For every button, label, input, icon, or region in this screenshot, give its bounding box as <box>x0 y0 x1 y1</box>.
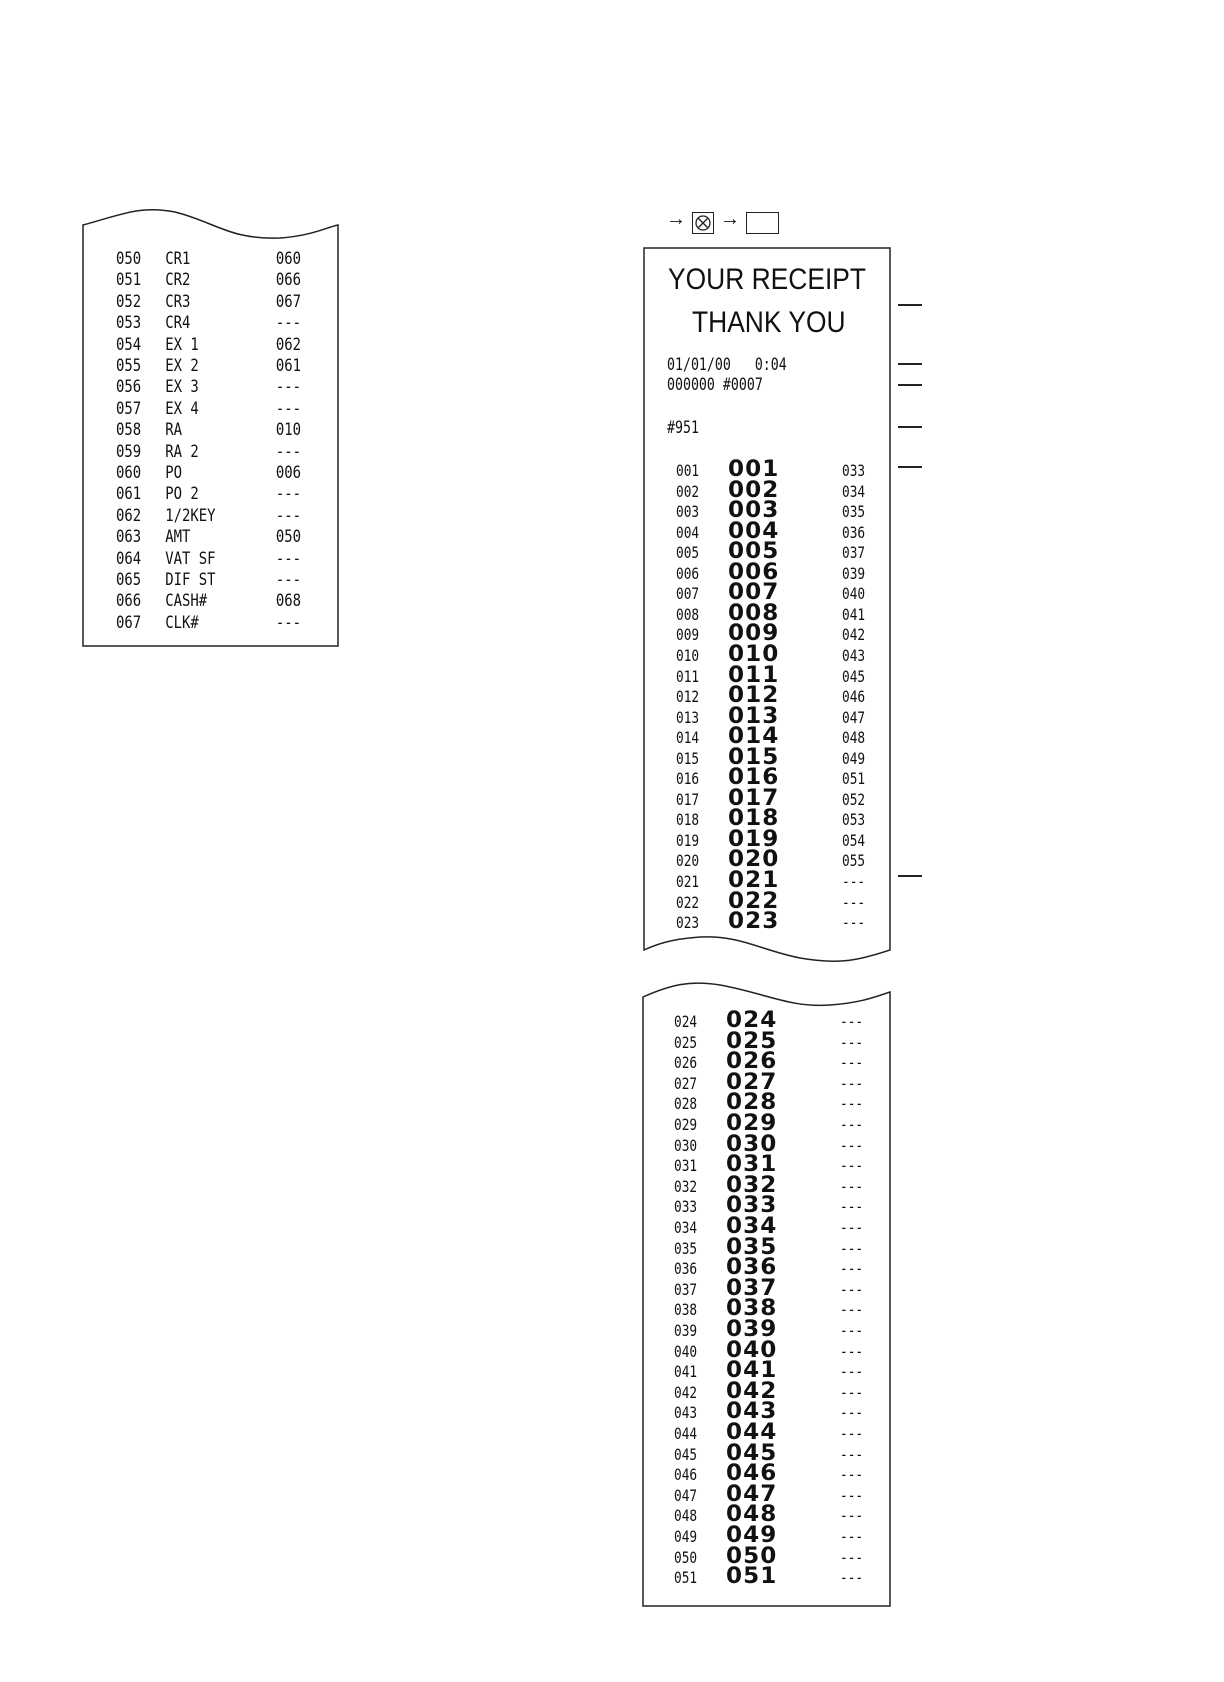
row-col-c: --- <box>840 1012 864 1031</box>
receipt-row <box>674 1481 894 1507</box>
row-col-b: 049 <box>726 1523 778 1548</box>
row-col-c: --- <box>840 1465 864 1485</box>
row-value: 006 <box>275 463 302 483</box>
row-name: CR3 <box>165 291 191 312</box>
row-col-c: --- <box>840 1094 864 1114</box>
row-col-a: 042 <box>674 1382 698 1402</box>
row-col-b: 003 <box>728 498 780 524</box>
row-col-c: 043 <box>842 645 866 665</box>
receipt-row <box>676 559 896 585</box>
row-col-a: 030 <box>674 1135 698 1155</box>
row-col-b: 031 <box>726 1152 778 1178</box>
row-col-b: 018 <box>728 806 780 832</box>
row-col-a: 009 <box>676 625 700 645</box>
row-col-a: 037 <box>674 1279 698 1299</box>
row-col-c: --- <box>840 1053 864 1073</box>
receipt-row <box>676 477 896 503</box>
row-col-c: --- <box>840 1279 864 1299</box>
row-col-a: 002 <box>676 481 700 501</box>
row-col-b: 004 <box>728 518 780 544</box>
receipt-row <box>116 527 329 548</box>
row-col-c: --- <box>840 1197 864 1217</box>
row-col-c: 035 <box>842 502 866 522</box>
row-col-c: --- <box>842 892 866 912</box>
row-col-c: --- <box>840 1300 864 1320</box>
row-col-a: 021 <box>676 872 700 891</box>
row-col-c: --- <box>840 1321 864 1340</box>
receipt-row <box>674 1440 894 1466</box>
row-col-c: --- <box>840 1238 864 1258</box>
row-col-b: 039 <box>726 1317 778 1342</box>
row-col-b: 033 <box>726 1193 778 1219</box>
row-col-c: --- <box>840 1527 864 1546</box>
leader-line <box>898 304 922 306</box>
row-code: 054 <box>116 334 142 355</box>
row-col-c: 051 <box>842 769 866 789</box>
row-col-b: 048 <box>726 1502 778 1528</box>
row-col-a: 047 <box>674 1485 698 1505</box>
receipt-row <box>674 1152 894 1178</box>
row-col-a: 006 <box>676 563 700 583</box>
row-col-b: 032 <box>726 1172 778 1198</box>
receipt-row <box>674 1337 894 1363</box>
row-col-c: 041 <box>842 604 866 624</box>
row-name: RA <box>165 420 182 441</box>
row-col-b: 020 <box>728 847 780 873</box>
receipt-row <box>676 785 896 811</box>
row-value: 062 <box>275 334 302 355</box>
receipt-row <box>674 1172 894 1198</box>
row-col-c: 046 <box>842 687 866 707</box>
receipt-row <box>116 377 329 398</box>
right-receipt-part1 <box>676 459 886 934</box>
row-col-c: --- <box>840 1382 864 1402</box>
receipt-row <box>676 888 896 914</box>
row-col-c: --- <box>840 1506 864 1526</box>
row-col-c: --- <box>840 1547 864 1567</box>
row-col-a: 041 <box>674 1362 698 1382</box>
row-col-c: --- <box>840 1259 864 1279</box>
row-value: 066 <box>275 270 302 291</box>
row-col-a: 001 <box>676 461 700 480</box>
row-col-b: 029 <box>726 1111 778 1136</box>
receipt-row <box>674 1525 894 1546</box>
row-col-c: --- <box>840 1073 864 1093</box>
row-col-a: 046 <box>674 1465 698 1485</box>
row-col-c: 033 <box>842 461 866 480</box>
row-col-b: 005 <box>728 539 780 565</box>
receipt-row <box>674 1131 894 1157</box>
row-col-a: 020 <box>676 851 700 871</box>
row-name: CLK# <box>165 612 199 633</box>
right-receipt-part2 <box>674 1010 884 1600</box>
row-col-a: 038 <box>674 1300 698 1320</box>
receipt-row <box>676 498 896 524</box>
row-col-c: 047 <box>842 707 866 727</box>
row-col-a: 044 <box>674 1424 698 1443</box>
row-col-a: 007 <box>676 584 700 604</box>
row-col-b: 034 <box>726 1214 778 1239</box>
receipt-row <box>674 1255 894 1281</box>
row-value: --- <box>275 313 302 334</box>
receipt-row <box>116 591 329 612</box>
row-name: 1/2KEY <box>165 505 216 526</box>
row-col-c: --- <box>840 1032 864 1052</box>
receipt-datetime: 01/01/00 0:04 <box>667 355 787 375</box>
row-code: 055 <box>116 356 142 376</box>
receipt-row <box>676 539 896 565</box>
row-col-a: 016 <box>676 769 700 789</box>
row-col-b: 022 <box>728 888 780 914</box>
row-col-c: --- <box>840 1176 864 1196</box>
receipt-machine-number: #951 <box>667 418 699 438</box>
row-col-a: 022 <box>676 892 700 912</box>
row-col-c: 049 <box>842 748 866 768</box>
row-col-c: 042 <box>842 625 866 645</box>
row-col-a: 040 <box>674 1341 698 1361</box>
row-col-b: 010 <box>728 641 780 667</box>
row-col-c: 048 <box>842 728 866 748</box>
leader-line <box>898 363 922 365</box>
row-col-a: 051 <box>674 1568 698 1588</box>
row-code: 065 <box>116 570 142 590</box>
row-col-b: 028 <box>726 1090 778 1116</box>
receipt-row <box>116 463 329 484</box>
row-col-a: 050 <box>674 1547 698 1567</box>
row-col-c: --- <box>840 1485 864 1505</box>
row-value: --- <box>275 441 302 462</box>
receipt-row <box>676 459 896 480</box>
row-col-c: 037 <box>842 543 866 563</box>
row-col-a: 032 <box>674 1176 698 1196</box>
row-code: 051 <box>116 270 142 291</box>
row-col-c: 040 <box>842 584 866 604</box>
row-col-b: 042 <box>726 1378 778 1404</box>
row-col-b: 012 <box>728 683 780 709</box>
row-col-a: 014 <box>676 728 700 748</box>
leader-line <box>898 384 922 386</box>
row-col-c: --- <box>840 1568 864 1588</box>
receipt-consecutive-number: 000000 #0007 <box>667 375 763 395</box>
receipt-row <box>676 806 896 832</box>
row-col-a: 049 <box>674 1527 698 1546</box>
row-col-a: 045 <box>674 1444 698 1464</box>
row-col-b: 050 <box>726 1543 778 1569</box>
row-code: 060 <box>116 463 142 483</box>
receipt-row <box>676 600 896 626</box>
row-col-b: 040 <box>726 1337 778 1363</box>
row-code: 064 <box>116 548 142 569</box>
receipt-row <box>676 870 896 891</box>
row-col-a: 003 <box>676 502 700 522</box>
circled-x-key-icon <box>692 212 714 234</box>
row-col-b: 027 <box>726 1069 778 1095</box>
receipt-row <box>674 1028 894 1054</box>
row-col-c: --- <box>842 913 866 933</box>
row-col-a: 023 <box>676 913 700 933</box>
receipt-row <box>116 335 329 356</box>
row-col-c: --- <box>840 1362 864 1382</box>
receipt-row <box>676 826 896 852</box>
row-col-c: --- <box>840 1218 864 1237</box>
row-value: 060 <box>275 249 302 269</box>
row-col-c: --- <box>840 1341 864 1361</box>
row-col-c: 034 <box>842 481 866 501</box>
receipt-row <box>676 580 896 606</box>
row-col-a: 012 <box>676 687 700 707</box>
row-col-b: 035 <box>726 1234 778 1260</box>
receipt-row <box>676 621 896 647</box>
receipt-row <box>116 313 329 334</box>
row-value: --- <box>275 570 302 590</box>
row-value: 061 <box>275 356 302 376</box>
row-col-a: 033 <box>674 1197 698 1217</box>
row-col-b: 030 <box>726 1131 778 1157</box>
receipt-row <box>676 683 896 709</box>
row-col-a: 039 <box>674 1321 698 1340</box>
row-col-b: 008 <box>728 600 780 626</box>
row-col-b: 021 <box>728 868 780 893</box>
row-col-a: 017 <box>676 789 700 809</box>
leader-line <box>898 426 922 428</box>
receipt-row <box>676 724 896 750</box>
row-code: 058 <box>116 420 142 441</box>
receipt-row <box>674 1275 894 1301</box>
row-value: 010 <box>275 420 302 441</box>
row-name: EX 3 <box>165 377 199 398</box>
receipt-row <box>674 1461 894 1487</box>
row-col-a: 010 <box>676 645 700 665</box>
row-col-b: 009 <box>728 621 780 647</box>
row-col-b: 026 <box>726 1049 778 1075</box>
row-col-b: 043 <box>726 1399 778 1425</box>
row-col-b: 013 <box>728 703 780 729</box>
row-col-c: 039 <box>842 563 866 583</box>
row-col-a: 048 <box>674 1506 698 1526</box>
row-col-b: 011 <box>728 662 780 688</box>
receipt-row <box>674 1378 894 1404</box>
row-col-a: 004 <box>676 522 700 542</box>
row-name: CR2 <box>165 270 191 291</box>
row-code: 062 <box>116 505 142 526</box>
row-col-b: 044 <box>726 1420 778 1445</box>
row-col-b: 016 <box>728 765 780 791</box>
row-code: 050 <box>116 249 142 269</box>
row-name: CASH# <box>165 591 208 612</box>
row-col-a: 026 <box>674 1053 698 1073</box>
arrow-icon: → <box>720 208 740 230</box>
row-col-b: 015 <box>728 744 780 770</box>
receipt-row <box>676 744 896 770</box>
receipt-row <box>116 613 329 634</box>
receipt-row <box>674 1399 894 1425</box>
receipt-row <box>116 442 329 463</box>
row-col-b: 006 <box>728 559 780 585</box>
row-name: EX 2 <box>165 356 199 376</box>
row-col-a: 025 <box>674 1032 698 1052</box>
row-col-a: 034 <box>674 1218 698 1237</box>
receipt-row <box>116 356 329 377</box>
receipt-row <box>116 506 329 527</box>
row-code: 057 <box>116 398 142 419</box>
row-code: 067 <box>116 612 142 633</box>
row-col-c: 036 <box>842 522 866 542</box>
receipt-row <box>676 662 896 688</box>
row-name: EX 4 <box>165 398 199 419</box>
arrow-icon: → <box>666 208 686 230</box>
row-col-b: 025 <box>726 1028 778 1054</box>
row-name: DIF ST <box>165 570 216 590</box>
row-col-a: 031 <box>674 1156 698 1176</box>
receipt-row <box>674 1069 894 1095</box>
receipt-row <box>674 1234 894 1260</box>
row-value: --- <box>275 505 302 526</box>
row-name: CR4 <box>165 313 191 334</box>
row-name: VAT SF <box>165 548 216 569</box>
receipt-row <box>676 703 896 729</box>
receipt-row <box>116 420 329 441</box>
row-name: RA 2 <box>165 441 199 462</box>
row-code: 066 <box>116 591 142 612</box>
row-value: --- <box>275 612 302 633</box>
row-col-b: 038 <box>726 1296 778 1322</box>
row-col-b: 051 <box>726 1564 778 1590</box>
row-code: 063 <box>116 527 142 548</box>
row-col-c: --- <box>840 1444 864 1464</box>
row-col-b: 007 <box>728 580 780 606</box>
receipt-row <box>676 765 896 791</box>
left-receipt <box>116 249 326 639</box>
row-col-a: 005 <box>676 543 700 563</box>
receipt-row <box>674 1216 894 1237</box>
receipt-row <box>116 270 329 291</box>
row-col-b: 046 <box>726 1461 778 1487</box>
row-code: 059 <box>116 441 142 462</box>
receipt-row <box>674 1422 894 1443</box>
receipt-row <box>674 1193 894 1219</box>
row-col-a: 011 <box>676 666 700 686</box>
receipt-row <box>674 1564 894 1590</box>
row-name: AMT <box>165 527 191 548</box>
row-col-c: 052 <box>842 789 866 809</box>
row-value: 067 <box>275 291 302 312</box>
receipt-row <box>676 909 896 935</box>
row-col-b: 037 <box>726 1275 778 1301</box>
blank-key-icon <box>746 212 779 234</box>
row-col-c: --- <box>840 1135 864 1155</box>
row-col-a: 019 <box>676 830 700 850</box>
row-col-c: --- <box>840 1115 864 1134</box>
row-col-b: 017 <box>728 785 780 811</box>
receipt-row <box>674 1090 894 1116</box>
receipt-row <box>674 1543 894 1569</box>
row-col-a: 018 <box>676 810 700 830</box>
row-col-a: 024 <box>674 1012 698 1031</box>
row-col-c: --- <box>842 872 866 891</box>
row-code: 053 <box>116 313 142 334</box>
receipt-header-line1: YOUR RECEIPT <box>668 263 867 296</box>
row-col-b: 024 <box>726 1008 778 1033</box>
receipt-row <box>674 1113 894 1134</box>
row-code: 052 <box>116 291 142 312</box>
row-col-c: 054 <box>842 830 866 850</box>
leader-line <box>898 466 922 468</box>
receipt-row <box>676 641 896 667</box>
receipt-row <box>116 549 329 570</box>
row-col-b: 041 <box>726 1358 778 1384</box>
row-name: CR1 <box>165 249 191 269</box>
row-col-a: 036 <box>674 1259 698 1279</box>
receipt-row <box>116 249 329 270</box>
row-col-a: 028 <box>674 1094 698 1114</box>
row-col-c: --- <box>840 1403 864 1423</box>
receipt-row <box>676 518 896 544</box>
row-code: 056 <box>116 377 142 398</box>
row-value: 050 <box>275 527 302 548</box>
receipt-row <box>674 1358 894 1384</box>
row-value: 068 <box>275 591 302 612</box>
row-value: --- <box>275 548 302 569</box>
row-name: PO 2 <box>165 484 199 505</box>
row-col-b: 002 <box>728 477 780 503</box>
row-value: --- <box>275 484 302 505</box>
row-col-b: 001 <box>728 457 780 482</box>
row-col-b: 019 <box>728 826 780 852</box>
row-name: EX 1 <box>165 334 199 355</box>
row-col-a: 027 <box>674 1073 698 1093</box>
row-col-c: --- <box>840 1156 864 1176</box>
receipt-row <box>674 1502 894 1528</box>
row-col-b: 014 <box>728 724 780 750</box>
leader-line <box>898 875 922 877</box>
row-col-b: 023 <box>728 909 780 935</box>
receipt-row <box>674 1319 894 1340</box>
row-col-b: 045 <box>726 1440 778 1466</box>
row-value: --- <box>275 377 302 398</box>
row-col-a: 035 <box>674 1238 698 1258</box>
row-col-b: 036 <box>726 1255 778 1281</box>
receipt-row <box>116 484 329 505</box>
receipt-row <box>116 399 329 420</box>
row-col-a: 013 <box>676 707 700 727</box>
receipt-row <box>674 1010 894 1031</box>
row-col-a: 043 <box>674 1403 698 1423</box>
receipt-row <box>674 1296 894 1322</box>
row-col-c: 045 <box>842 666 866 686</box>
receipt-row <box>674 1049 894 1075</box>
row-col-c: 053 <box>842 810 866 830</box>
receipt-row <box>116 292 329 313</box>
receipt-header-line2: THANK YOU <box>692 306 846 339</box>
row-col-a: 008 <box>676 604 700 624</box>
row-code: 061 <box>116 484 142 505</box>
row-name: PO <box>165 463 182 483</box>
receipt-row <box>676 847 896 873</box>
receipt-row <box>116 570 329 591</box>
row-col-c: --- <box>840 1424 864 1443</box>
row-col-a: 015 <box>676 748 700 768</box>
row-col-b: 047 <box>726 1481 778 1507</box>
row-col-a: 029 <box>674 1115 698 1134</box>
row-value: --- <box>275 398 302 419</box>
row-col-c: 055 <box>842 851 866 871</box>
